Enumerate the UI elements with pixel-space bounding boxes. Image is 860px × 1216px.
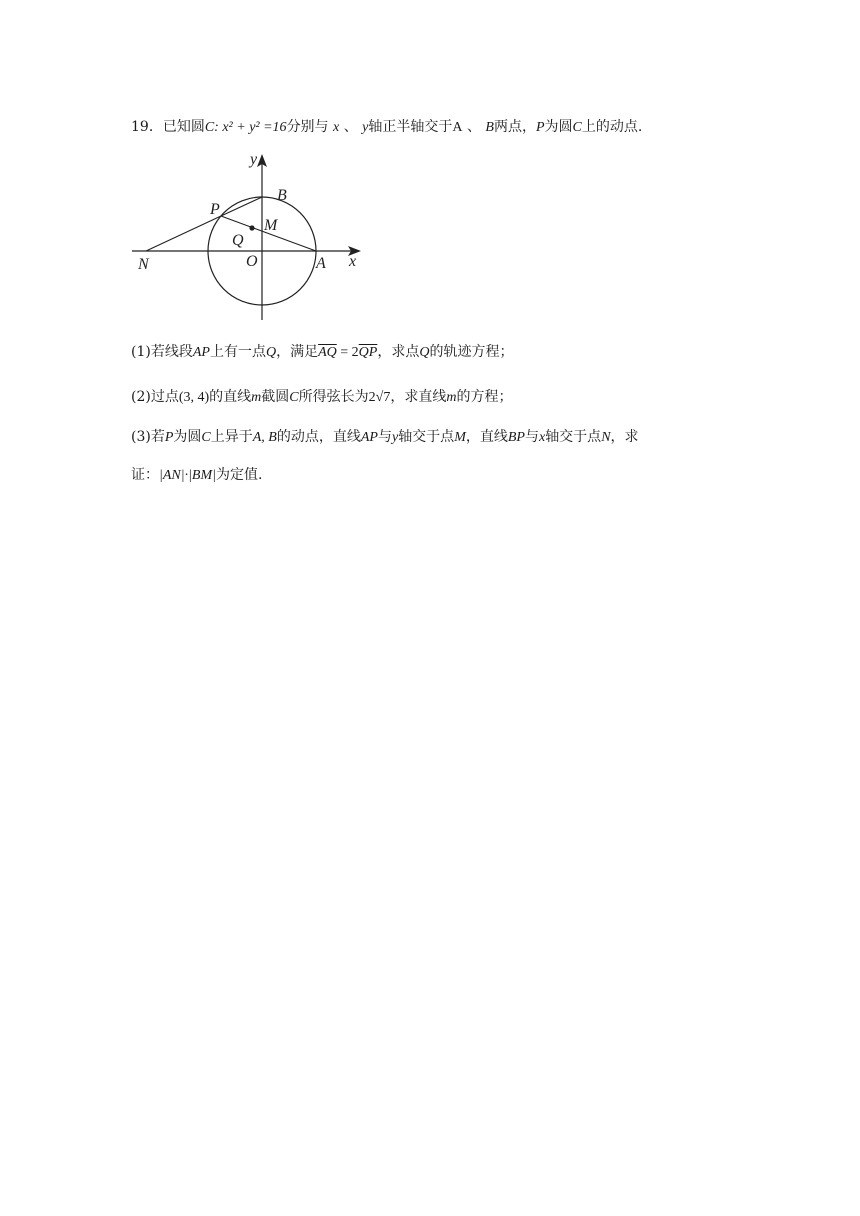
x-axis-name: x — [333, 120, 340, 135]
part-1 — [131, 342, 513, 363]
point-3-4: (3, 4) — [178, 390, 210, 405]
text: 为圆 — [173, 429, 202, 445]
text: 与 — [524, 429, 539, 445]
text: 的直线 — [209, 389, 252, 405]
point-p: P — [164, 430, 174, 445]
part-3-cont — [131, 465, 262, 486]
point-a: A — [452, 120, 463, 135]
label-q: Q — [232, 232, 244, 249]
stem-text: 为圆 — [544, 119, 573, 135]
separator: 、 — [343, 119, 358, 135]
circle-name: C — [204, 120, 215, 135]
part-label: (2)过点 — [131, 389, 179, 405]
label-m: M — [264, 217, 278, 234]
text: ，直线 — [465, 429, 508, 445]
text: 上异于 — [210, 429, 253, 445]
line-ap: AP — [360, 430, 378, 445]
text: 为定值. — [216, 467, 263, 483]
text: 的轨迹方程； — [429, 344, 514, 360]
text: 轴交于点 — [545, 429, 602, 445]
label-x: x — [349, 253, 357, 270]
text: 的动点，直线 — [276, 429, 361, 445]
stem-text: 已知圆 — [162, 119, 205, 135]
line-m: m — [446, 390, 457, 405]
part-3 — [131, 427, 639, 448]
circle-c: C — [201, 430, 211, 445]
y-axis-name: y — [362, 120, 369, 135]
text: 轴交于点 — [398, 429, 455, 445]
points-a-b: A, B — [252, 430, 277, 445]
text: 的方程； — [456, 389, 513, 405]
text: ，满足 — [276, 344, 319, 360]
segment-np — [146, 216, 221, 251]
label-a: A — [316, 255, 326, 272]
problem-stem — [131, 117, 642, 138]
vector-aq: $\overline{AQ}$ — [318, 345, 337, 360]
equals: = 2 — [336, 345, 359, 360]
point-p: P — [535, 120, 545, 135]
text: 所得弦长为 — [298, 389, 369, 405]
circle-name: C — [572, 120, 582, 135]
text: 与 — [377, 429, 392, 445]
segment-ap: AP — [192, 345, 210, 360]
circle-c: C — [289, 390, 299, 405]
text: ，求直线 — [390, 389, 447, 405]
text: ，求 — [610, 429, 639, 445]
label-b: B — [277, 187, 287, 204]
circle-equation: : x² + y² =16 — [214, 120, 287, 135]
point-q: Q — [265, 345, 277, 360]
label-o: O — [246, 253, 258, 270]
part-label: (3)若 — [131, 429, 165, 445]
segment-pb — [221, 197, 262, 216]
problem-number: 19． — [131, 119, 163, 135]
text: ，求点 — [377, 344, 420, 360]
line-bp: BP — [507, 430, 525, 445]
part-label: (1)若线段 — [131, 344, 193, 360]
vector-qp: $\overline{QP}$ — [358, 345, 378, 360]
label-p: P — [210, 201, 220, 218]
label-y: y — [250, 151, 258, 168]
point-n: N — [601, 430, 611, 445]
geometry-figure — [126, 150, 371, 325]
stem-text: 轴正半轴交于 — [368, 119, 453, 135]
point-q: Q — [419, 345, 430, 360]
product-expression: |AN|·|BM| — [159, 468, 216, 483]
label-n: N — [138, 256, 149, 273]
x-axis-name: x — [538, 430, 546, 445]
stem-text: 上的动点. — [581, 119, 643, 135]
text: 截圆 — [261, 389, 290, 405]
point-q-dot — [249, 225, 254, 230]
part-2 — [131, 387, 512, 408]
text: 上有一点 — [209, 344, 266, 360]
separator: 、 — [466, 119, 481, 135]
point-m: M — [454, 430, 466, 445]
text: 证： — [131, 467, 159, 483]
chord-length: 2√7 — [368, 390, 391, 405]
stem-text: 两点， — [493, 119, 536, 135]
y-axis-name: y — [391, 430, 399, 445]
stem-text: 分别与 — [286, 119, 329, 135]
point-b: B — [485, 120, 494, 135]
line-m: m — [251, 390, 262, 405]
